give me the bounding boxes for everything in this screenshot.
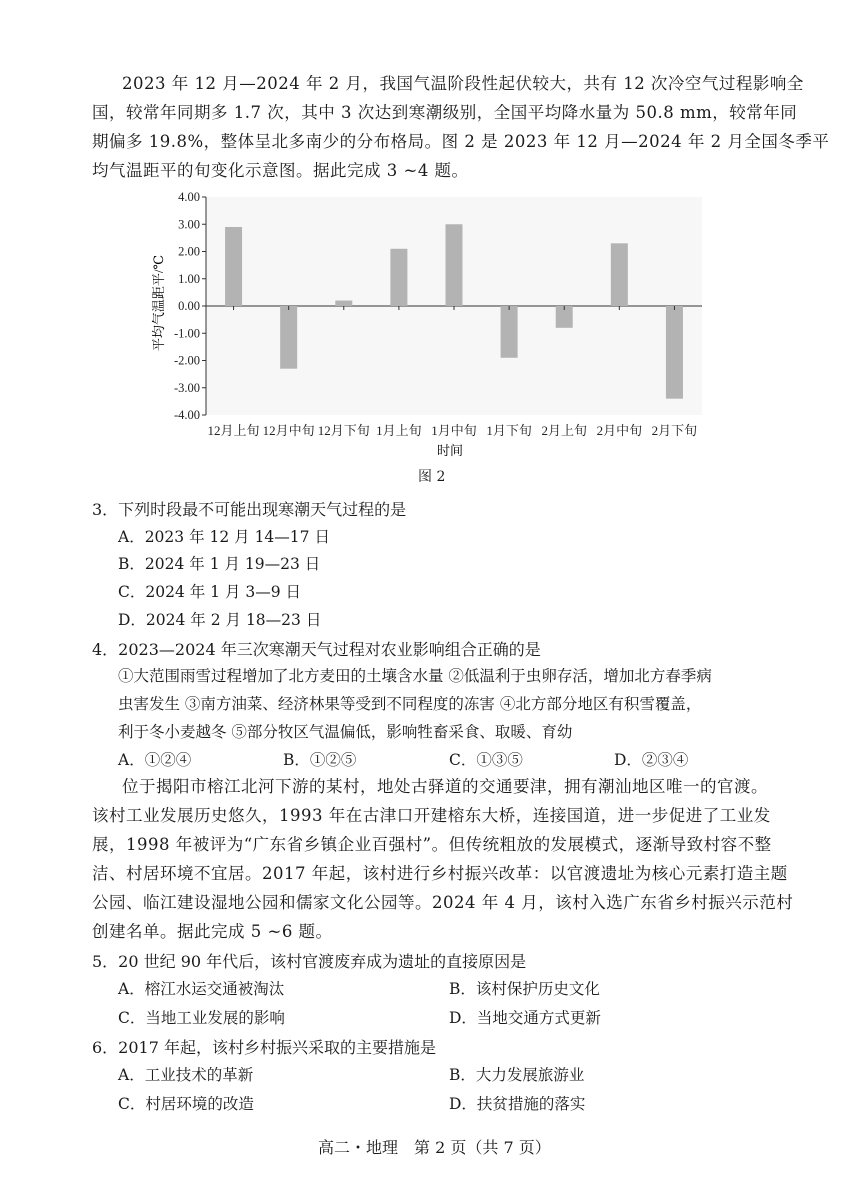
- figure-caption: 图 2: [418, 469, 446, 485]
- chart-x-tick-label: 12月中旬: [262, 423, 315, 438]
- chart-y-tick-label: -2.00: [173, 353, 200, 368]
- chart-y-tick-label: 0.00: [178, 299, 200, 313]
- question-3-stem: 3．下列时段最不可能出现寒潮天气过程的是: [92, 500, 407, 519]
- chart-x-tick-label: 1月上旬: [376, 423, 422, 438]
- question-4-option-d[interactable]: D．②③④: [614, 751, 689, 769]
- question-6-option-c[interactable]: C．村居环境的改造: [118, 1095, 254, 1113]
- question-5-option-c[interactable]: C．当地工业发展的影响: [118, 1009, 285, 1027]
- chart-x-tick-label: 1月中旬: [431, 423, 477, 438]
- chart-bar: [446, 224, 463, 306]
- question-6-stem: 6．2017 年起，该村乡村振兴采取的主要措施是: [92, 1038, 436, 1057]
- chart-bar: [666, 306, 683, 399]
- chart-bar: [390, 249, 407, 306]
- chart-y-tick-label: 4.00: [178, 190, 200, 204]
- chart-x-tick-label: 1月下旬: [486, 423, 532, 438]
- intro-paragraph-1-line-3: 期偏多 19.8%，整体呈北多南少的分布格局。图 2 是 2023 年 12 月—2024 年 2 月全国冬季平: [92, 132, 830, 151]
- chart-x-tick-label: 12月上旬: [207, 423, 260, 438]
- chart-y-tick-label: -1.00: [173, 326, 200, 341]
- page-footer: 高二・地理 第 2 页（共 7 页）: [318, 1138, 551, 1157]
- question-5-option-a[interactable]: A．榕江水运交通被淘汰: [118, 980, 285, 998]
- chart-bar: [611, 243, 628, 306]
- question-4-statements-line-3: 利于冬小麦越冬 ⑤部分牧区气温偏低，影响牲畜采食、取暖、育幼: [118, 723, 573, 741]
- question-5-stem: 5．20 世纪 90 年代后，该村官渡废弃成为遗址的直接原因是: [92, 952, 527, 971]
- chart-x-axis-label: 时间: [436, 443, 464, 458]
- chart-bar: [501, 306, 518, 358]
- question-4-stem: 4．2023—2024 年三次寒潮天气过程对农业影响组合正确的是: [92, 640, 541, 659]
- question-6-option-d[interactable]: D．扶贫措施的落实: [449, 1095, 586, 1113]
- intro-paragraph-2-line-1: 位于揭阳市榕江北河下游的某村，地处古驿道的交通要津，拥有潮汕地区唯一的官渡。: [122, 777, 768, 796]
- chart-y-axis-label: 平均气温距平/℃: [151, 254, 166, 352]
- question-4-option-c[interactable]: C．①③⑤: [449, 751, 523, 769]
- question-3-option-b[interactable]: B．2024 年 1 月 19—23 日: [118, 555, 321, 573]
- intro-paragraph-2-line-6: 创建名单。据此完成 5 ~6 题。: [92, 922, 333, 941]
- question-3-option-a[interactable]: A．2023 年 12 月 14—17 日: [118, 528, 330, 546]
- question-4-option-a[interactable]: A．①②④: [118, 751, 192, 769]
- question-6-option-a[interactable]: A．工业技术的革新: [118, 1066, 254, 1084]
- chart-x-tick-label: 12月下旬: [317, 423, 370, 438]
- chart-bar: [225, 227, 242, 306]
- question-5-option-b[interactable]: B．该村保护历史文化: [449, 980, 600, 998]
- chart-y-tick-label: 3.00: [178, 217, 200, 232]
- chart-x-tick-label: 2月中旬: [596, 423, 643, 438]
- intro-paragraph-2-line-3: 展，1998 年被评为“广东省乡镇企业百强村”。但传统粗放的发展模式，逐渐导致村容不整: [92, 835, 772, 854]
- intro-paragraph-2-line-2: 该村工业发展历史悠久，1993 年在古津口开建榕东大桥，连接国道，进一步促进了工业发: [92, 806, 771, 825]
- chart-bar: [280, 306, 297, 369]
- question-4-statements-line-1: ①大范围雨雪过程增加了北方麦田的土壤含水量 ②低温利于虫卵存活，增加北方春季病: [118, 667, 712, 685]
- question-4-statements-line-2: 虫害发生 ③南方油菜、经济林果等受到不同程度的冻害 ④北方部分地区有积雪覆盖，: [118, 695, 702, 713]
- chart-bar: [335, 301, 352, 306]
- chart-x-tick-label: 2月下旬: [651, 423, 698, 438]
- intro-paragraph-2-line-5: 公园、临江建设湿地公园和儒家文化公园等。2024 年 4 月，该村入选广东省乡村振兴示范村: [92, 893, 794, 912]
- intro-paragraph-1-line-4: 均气温距平的旬变化示意图。据此完成 3 ~4 题。: [92, 161, 469, 180]
- question-5-option-d[interactable]: D．当地交通方式更新: [449, 1009, 601, 1027]
- question-4-option-b[interactable]: B．①②⑤: [283, 751, 357, 769]
- chart-x-tick-label: 2月上旬: [541, 423, 587, 438]
- chart-y-tick-label: 1.00: [178, 271, 200, 286]
- question-6-option-b[interactable]: B．大力发展旅游业: [449, 1066, 585, 1084]
- intro-paragraph-1-line-2: 国，较常年同期多 1.7 次，其中 3 次达到寒潮级别，全国平均降水量为 50.8 mm，较常年同: [92, 103, 798, 122]
- chart-y-tick-label: -3.00: [173, 380, 200, 395]
- temperature-anomaly-bar-chart: [0, 185, 860, 485]
- chart-y-tick-label: -4.00: [173, 408, 200, 422]
- question-3-option-c[interactable]: C．2024 年 1 月 3—9 日: [118, 583, 302, 601]
- intro-paragraph-2-line-4: 洁、村居环境不宜居。2017 年起，该村进行乡村振兴改革：以官渡遗址为核心元素打造主题: [92, 864, 788, 883]
- question-3-option-d[interactable]: D．2024 年 2 月 18—23 日: [118, 611, 322, 629]
- chart-y-tick-label: 2.00: [178, 244, 200, 259]
- intro-paragraph-1-line-1: 2023 年 12 月—2024 年 2 月，我国气温阶段性起伏较大，共有 12 次冷空气过程影响全: [122, 74, 804, 93]
